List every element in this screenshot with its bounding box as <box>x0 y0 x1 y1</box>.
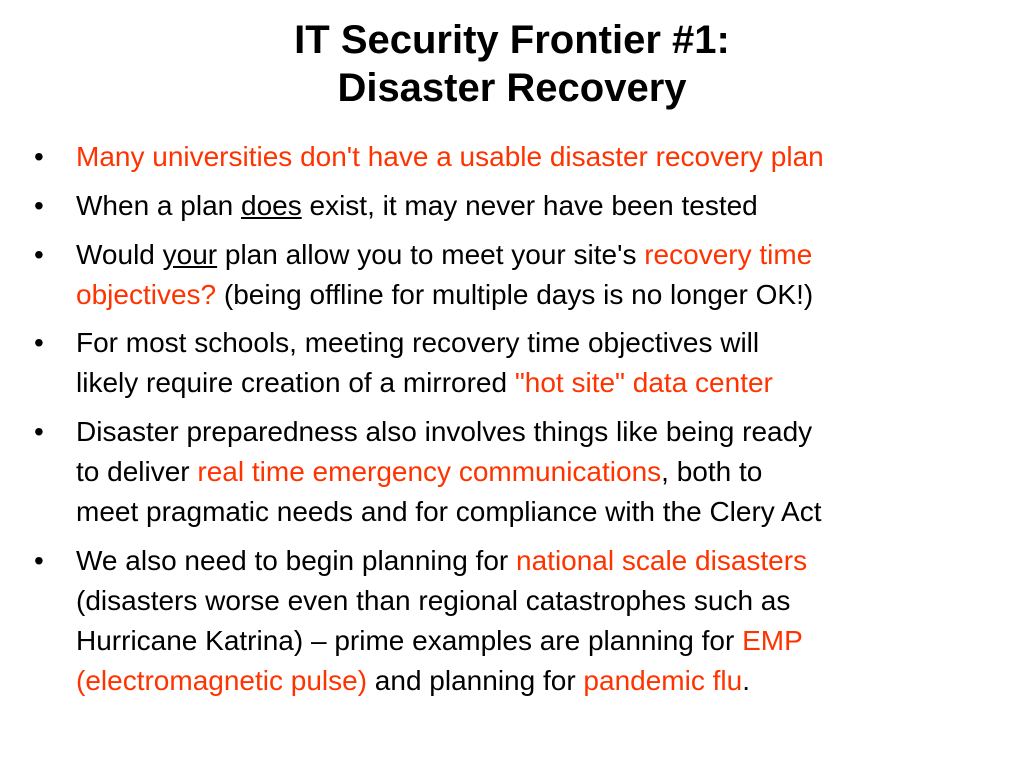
bullet-6-text-a: We also need to begin planning for <box>76 544 517 576</box>
bullet-item-2 <box>30 186 1005 226</box>
bullet-icon: • <box>34 141 44 172</box>
bullet-5-text-b: to deliver <box>76 456 198 488</box>
bullet-6-highlight-a: national scale disasters <box>516 544 808 576</box>
title-line-1: IT Security Frontier #1: <box>294 18 730 62</box>
bullet-icon: • <box>34 416 44 448</box>
bullet-item-6 <box>30 541 1005 701</box>
bullet-list <box>30 137 1005 710</box>
bullet-icon: • <box>34 544 44 576</box>
bullet-icon: • <box>34 189 44 221</box>
bullet-item-1 <box>30 137 1005 177</box>
bullet-5-text-c: , both to <box>661 456 763 488</box>
bullet-5-highlight: real time emergency communications <box>197 456 662 488</box>
bullet-2-text-a: When a plan <box>76 189 241 221</box>
bullet-6-highlight-c: (electromagnetic pulse) <box>76 664 368 696</box>
bullet-item-3 <box>30 235 1005 315</box>
bullet-2-text-b: exist, it may never have been tested <box>301 189 758 221</box>
bullet-3-text-b: plan allow you to meet your site's <box>217 238 645 270</box>
bullet-5-text-a: Disaster preparedness also involves things like being ready <box>76 416 813 448</box>
bullet-6-highlight-b: EMP <box>742 624 803 656</box>
bullet-2-underlined-does: does <box>241 189 302 221</box>
slide-title <box>0 16 1024 112</box>
bullet-6-text-c: Hurricane Katrina) – prime examples are planning for <box>76 624 743 656</box>
bullet-3-highlight-b: objectives? <box>76 278 217 310</box>
bullet-3-underlined-your: your <box>162 238 218 270</box>
bullet-1-text: Many universities don't have a usable disaster recovery plan <box>76 141 824 172</box>
bullet-5-text-d: meet pragmatic needs and for compliance with the Clery Act <box>76 496 822 528</box>
bullet-4-text-a: For most schools, meeting recovery time objectives will <box>76 327 760 359</box>
bullet-item-4 <box>30 323 1005 403</box>
bullet-6-text-e: . <box>742 664 750 696</box>
bullet-6-text-b: (disasters worse even than regional catastrophes such as <box>76 584 791 616</box>
bullet-6-text-d: and planning for <box>367 664 584 696</box>
bullet-icon: • <box>34 327 44 359</box>
bullet-4-highlight: "hot site" data center <box>514 367 773 399</box>
bullet-3-text-c: (being offline for multiple days is no longer OK!) <box>216 278 814 310</box>
bullet-3-text-a: Would <box>76 238 163 270</box>
title-line-2: Disaster Recovery <box>337 66 687 110</box>
bullet-item-5 <box>30 412 1005 532</box>
bullet-icon: • <box>34 238 44 270</box>
bullet-4-text-b: likely require creation of a mirrored <box>76 367 515 399</box>
bullet-3-highlight-a: recovery time <box>644 238 813 270</box>
bullet-6-highlight-d: pandemic flu <box>583 664 743 696</box>
